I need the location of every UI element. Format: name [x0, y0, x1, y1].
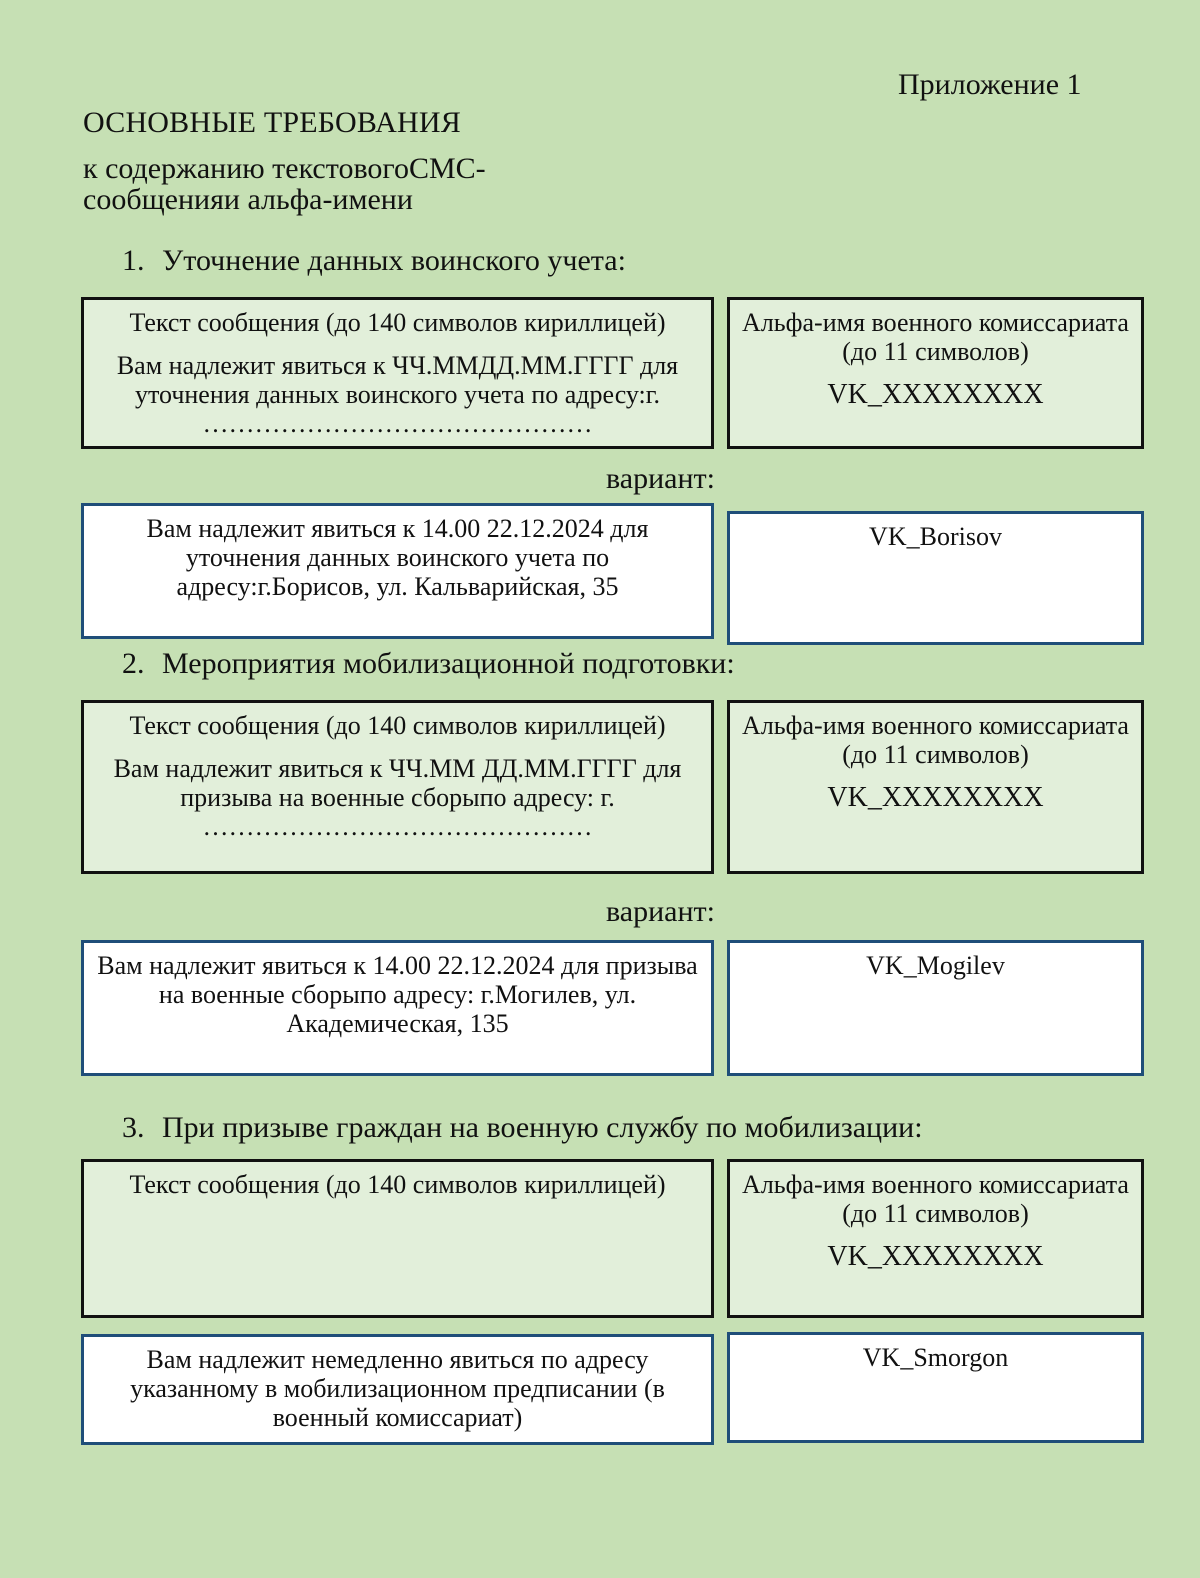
- text-caption: Текст сообщения (до 140 символов кириллицей): [129, 711, 666, 740]
- section-title: Уточнение данных воинского учета:: [162, 244, 626, 277]
- text-caption: Текст сообщения (до 140 символов кириллицей): [129, 1170, 666, 1199]
- section-1-template-text-box: [81, 297, 714, 449]
- section-3-template-text-box: [81, 1159, 714, 1318]
- variant-label: вариант:: [606, 462, 715, 495]
- section-2-template-alpha-box: [727, 700, 1144, 874]
- section-number: 3.: [122, 1111, 145, 1144]
- document-title: ОСНОВНЫЕ ТРЕБОВАНИЯ: [83, 106, 461, 139]
- section-2-example-alpha-box: [727, 940, 1144, 1076]
- text-template: Вам надлежит явиться к ЧЧ.ММ ДД.ММ.ГГГГ для призыва на военные сборыпо адресу: г. ………………………………………: [113, 754, 682, 841]
- section-1-heading: [122, 244, 626, 278]
- example-alpha: VK_Mogilev: [866, 951, 1005, 980]
- example-text: Вам надлежит немедленно явиться по адресу указанному в мобилизационном предписании (в военный комиссариат): [130, 1345, 665, 1432]
- alpha-caption: Альфа-имя военного комиссариата (до 11 символов): [742, 308, 1129, 366]
- alpha-template: VK_XXXXXXXX: [827, 782, 1044, 813]
- example-alpha: VK_Smorgon: [862, 1343, 1009, 1372]
- section-title: При призыве граждан на военную службу по мобилизации:: [162, 1111, 923, 1144]
- example-alpha: VK_Borisov: [869, 522, 1002, 551]
- section-3-example-text-box: [81, 1334, 714, 1445]
- section-2-heading: [122, 647, 735, 681]
- example-text: Вам надлежит явиться к 14.00 22.12.2024 для призыва на военные сборыпо адресу: г.Могилев, ул. Академическая, 135: [97, 951, 698, 1038]
- section-3-heading: [122, 1111, 923, 1145]
- section-1-template-alpha-box: [727, 297, 1144, 449]
- alpha-template: VK_XXXXXXXX: [827, 1241, 1044, 1272]
- section-number: 1.: [122, 244, 145, 277]
- section-3-template-alpha-box: [727, 1159, 1144, 1318]
- section-2-example-text-box: [81, 940, 714, 1076]
- example-text: Вам надлежит явиться к 14.00 22.12.2024 для уточнения данных воинского учета по адресу:г.Борисов, ул. Кальварийская, 35: [146, 514, 649, 601]
- section-title: Мероприятия мобилизационной подготовки:: [162, 647, 735, 680]
- section-1-example-alpha-box: [727, 511, 1144, 645]
- alpha-caption: Альфа-имя военного комиссариата (до 11 символов): [742, 711, 1129, 769]
- section-1-example-text-box: [81, 503, 714, 639]
- appendix-label: Приложение 1: [898, 68, 1082, 101]
- section-2-template-text-box: [81, 700, 714, 874]
- section-number: 2.: [122, 647, 145, 680]
- document-subtitle: к содержанию текстовогоСМС-сообщенияи альфа-имени: [83, 152, 486, 216]
- alpha-template: VK_XXXXXXXX: [827, 379, 1044, 410]
- text-caption: Текст сообщения (до 140 символов кириллицей): [129, 308, 666, 337]
- section-3-example-alpha-box: [727, 1332, 1144, 1443]
- text-template: Вам надлежит явиться к ЧЧ.ММДД.ММ.ГГГГ для уточнения данных воинского учета по адресу:г. ………………………………………: [116, 351, 679, 438]
- variant-label: вариант:: [606, 895, 715, 928]
- alpha-caption: Альфа-имя военного комиссариата (до 11 символов): [742, 1170, 1129, 1228]
